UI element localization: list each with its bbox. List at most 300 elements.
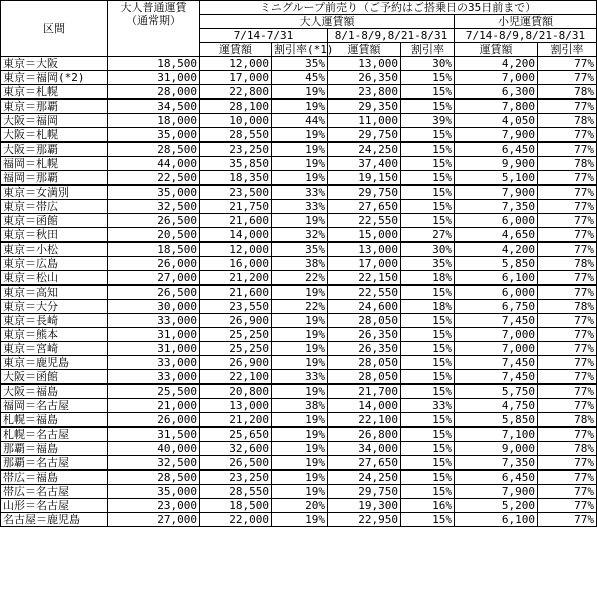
route-cell: 東京＝札幌 (1, 85, 108, 100)
regular-fare-cell: 27,000 (108, 271, 200, 286)
child-fare-cell: 6,450 (455, 470, 538, 485)
rate-period1-cell: 32% (272, 228, 328, 243)
route-cell: 那覇＝名古屋 (1, 456, 108, 471)
fare-period2-cell: 29,750 (328, 485, 401, 499)
fare-period1-cell: 10,000 (200, 114, 272, 128)
header-fare-amount-2: 運賃額 (328, 43, 401, 57)
rate-period2-cell: 15% (401, 470, 455, 485)
fare-period2-cell: 28,050 (328, 370, 401, 385)
child-fare-cell: 7,000 (455, 342, 538, 356)
regular-fare-cell: 40,000 (108, 442, 200, 456)
child-rate-cell: 77% (538, 370, 597, 385)
route-cell: 名古屋＝鹿児島 (1, 513, 108, 527)
route-cell: 東京＝福岡(*2) (1, 71, 108, 85)
child-fare-cell: 7,350 (455, 200, 538, 214)
rate-period2-cell: 16% (401, 499, 455, 513)
table-row (1, 71, 597, 85)
fare-period1-cell: 21,600 (200, 285, 272, 300)
rate-period2-cell: 15% (401, 370, 455, 385)
child-rate-cell: 77% (538, 171, 597, 186)
fare-period1-cell: 23,250 (200, 470, 272, 485)
route-cell: 那覇＝福島 (1, 442, 108, 456)
fare-period1-cell: 25,250 (200, 342, 272, 356)
table-row (1, 200, 597, 214)
child-fare-cell: 6,100 (455, 513, 538, 527)
header-discount-rate-1: 割引率(*1) (272, 43, 328, 57)
rate-period1-cell: 19% (272, 85, 328, 100)
child-rate-cell: 78% (538, 157, 597, 171)
fare-period1-cell: 12,000 (200, 242, 272, 257)
fare-period2-cell: 22,550 (328, 285, 401, 300)
table-row (1, 257, 597, 271)
fare-period1-cell: 25,650 (200, 427, 272, 442)
rate-period1-cell: 19% (272, 413, 328, 428)
rate-period1-cell: 22% (272, 271, 328, 286)
regular-fare-cell: 28,500 (108, 470, 200, 485)
child-rate-cell: 77% (538, 57, 597, 71)
header-period-2: 8/1-8/9,8/21-8/31 (328, 29, 455, 43)
fare-period1-cell: 20,800 (200, 384, 272, 399)
rate-period2-cell: 39% (401, 114, 455, 128)
fare-period1-cell: 28,550 (200, 485, 272, 499)
child-fare-cell: 7,100 (455, 427, 538, 442)
table-row (1, 228, 597, 243)
child-fare-cell: 4,650 (455, 228, 538, 243)
route-cell: 大阪＝函館 (1, 370, 108, 385)
rate-period1-cell: 19% (272, 342, 328, 356)
regular-fare-cell: 31,500 (108, 427, 200, 442)
fare-period2-cell: 13,000 (328, 242, 401, 257)
child-rate-cell: 77% (538, 128, 597, 143)
rate-period1-cell: 19% (272, 99, 328, 114)
rate-period1-cell: 38% (272, 257, 328, 271)
route-cell: 帯広＝名古屋 (1, 485, 108, 499)
rate-period2-cell: 15% (401, 71, 455, 85)
rate-period1-cell: 35% (272, 242, 328, 257)
table-row (1, 442, 597, 456)
route-cell: 大阪＝札幌 (1, 128, 108, 143)
fare-period1-cell: 22,000 (200, 513, 272, 527)
fare-period1-cell: 18,500 (200, 499, 272, 513)
fare-period1-cell: 22,100 (200, 370, 272, 385)
fare-period1-cell: 32,600 (200, 442, 272, 456)
child-rate-cell: 77% (538, 328, 597, 342)
rate-period1-cell: 19% (272, 142, 328, 157)
rate-period2-cell: 15% (401, 456, 455, 471)
regular-fare-cell: 33,000 (108, 356, 200, 370)
regular-fare-cell: 26,000 (108, 257, 200, 271)
rate-period2-cell: 15% (401, 99, 455, 114)
child-rate-cell: 78% (538, 114, 597, 128)
table-row (1, 85, 597, 100)
fare-period1-cell: 14,000 (200, 228, 272, 243)
route-cell: 東京＝松山 (1, 271, 108, 286)
fare-period1-cell: 21,750 (200, 200, 272, 214)
rate-period1-cell: 19% (272, 128, 328, 143)
child-fare-cell: 7,900 (455, 128, 538, 143)
rate-period2-cell: 15% (401, 200, 455, 214)
fare-period2-cell: 28,050 (328, 314, 401, 328)
table-row (1, 342, 597, 356)
child-fare-cell: 5,750 (455, 384, 538, 399)
rate-period2-cell: 15% (401, 442, 455, 456)
fare-period2-cell: 22,100 (328, 413, 401, 428)
fare-period1-cell: 26,900 (200, 356, 272, 370)
table-row (1, 356, 597, 370)
regular-fare-cell: 18,500 (108, 242, 200, 257)
fare-period2-cell: 29,350 (328, 99, 401, 114)
route-cell: 大阪＝那覇 (1, 142, 108, 157)
table-row (1, 185, 597, 200)
child-fare-cell: 7,450 (455, 356, 538, 370)
table-row (1, 413, 597, 428)
rate-period2-cell: 15% (401, 314, 455, 328)
rate-period1-cell: 38% (272, 399, 328, 413)
rate-period1-cell: 35% (272, 57, 328, 71)
child-rate-cell: 77% (538, 513, 597, 527)
regular-fare-cell: 23,000 (108, 499, 200, 513)
rate-period2-cell: 15% (401, 328, 455, 342)
table-row (1, 499, 597, 513)
child-rate-cell: 77% (538, 285, 597, 300)
rate-period1-cell: 44% (272, 114, 328, 128)
fare-period1-cell: 35,850 (200, 157, 272, 171)
rate-period1-cell: 22% (272, 300, 328, 314)
regular-fare-cell: 21,000 (108, 399, 200, 413)
table-row (1, 214, 597, 228)
rate-period2-cell: 15% (401, 171, 455, 186)
fare-period1-cell: 28,100 (200, 99, 272, 114)
table-row (1, 285, 597, 300)
header-fare-amount-1: 運賃額 (200, 43, 272, 57)
table-row (1, 171, 597, 186)
regular-fare-cell: 44,000 (108, 157, 200, 171)
rate-period2-cell: 15% (401, 157, 455, 171)
header-fare-amount-3: 運賃額 (455, 43, 538, 57)
header-discount-rate-3: 割引率 (538, 43, 597, 57)
child-rate-cell: 77% (538, 99, 597, 114)
table-row (1, 242, 597, 257)
child-fare-cell: 7,450 (455, 370, 538, 385)
child-fare-cell: 5,100 (455, 171, 538, 186)
fare-period2-cell: 13,000 (328, 57, 401, 71)
table-row (1, 370, 597, 385)
table-row (1, 485, 597, 499)
child-rate-cell: 78% (538, 413, 597, 428)
rate-period2-cell: 15% (401, 85, 455, 100)
route-cell: 東京＝秋田 (1, 228, 108, 243)
child-fare-cell: 7,900 (455, 185, 538, 200)
fare-period1-cell: 26,500 (200, 456, 272, 471)
header-mini-group: ミニグループ前売り（ご予約はご搭乗日の35日前まで） (200, 1, 597, 15)
fare-period2-cell: 19,150 (328, 171, 401, 186)
rate-period2-cell: 15% (401, 128, 455, 143)
table-row (1, 399, 597, 413)
rate-period1-cell: 19% (272, 285, 328, 300)
rate-period2-cell: 15% (401, 342, 455, 356)
regular-fare-cell: 30,000 (108, 300, 200, 314)
regular-fare-cell: 28,500 (108, 142, 200, 157)
regular-fare-cell: 31,000 (108, 71, 200, 85)
regular-fare-cell: 26,500 (108, 214, 200, 228)
table-row (1, 157, 597, 171)
rate-period1-cell: 19% (272, 214, 328, 228)
child-fare-cell: 7,000 (455, 71, 538, 85)
header-adult-regular-line1: 大人普通運賃 (120, 1, 187, 14)
table-row (1, 328, 597, 342)
table-row (1, 300, 597, 314)
fare-period2-cell: 24,250 (328, 470, 401, 485)
child-rate-cell: 77% (538, 470, 597, 485)
child-rate-cell: 77% (538, 399, 597, 413)
route-cell: 東京＝広島 (1, 257, 108, 271)
table-row (1, 427, 597, 442)
regular-fare-cell: 31,000 (108, 328, 200, 342)
table-row (1, 128, 597, 143)
child-fare-cell: 7,900 (455, 485, 538, 499)
child-fare-cell: 6,100 (455, 271, 538, 286)
regular-fare-cell: 18,500 (108, 57, 200, 71)
rate-period2-cell: 15% (401, 356, 455, 370)
child-rate-cell: 77% (538, 485, 597, 499)
child-fare-cell: 6,000 (455, 285, 538, 300)
regular-fare-cell: 20,500 (108, 228, 200, 243)
fare-period2-cell: 15,000 (328, 228, 401, 243)
fare-period1-cell: 18,350 (200, 171, 272, 186)
child-rate-cell: 77% (538, 200, 597, 214)
child-rate-cell: 77% (538, 456, 597, 471)
regular-fare-cell: 31,000 (108, 342, 200, 356)
child-fare-cell: 4,200 (455, 242, 538, 257)
child-rate-cell: 77% (538, 185, 597, 200)
route-cell: 札幌＝名古屋 (1, 427, 108, 442)
fare-period2-cell: 23,800 (328, 85, 401, 100)
route-cell: 帯広＝福島 (1, 470, 108, 485)
rate-period1-cell: 19% (272, 314, 328, 328)
child-rate-cell: 77% (538, 427, 597, 442)
child-rate-cell: 77% (538, 214, 597, 228)
route-cell: 東京＝宮崎 (1, 342, 108, 356)
regular-fare-cell: 32,500 (108, 456, 200, 471)
rate-period1-cell: 33% (272, 185, 328, 200)
fare-period1-cell: 17,000 (200, 71, 272, 85)
regular-fare-cell: 32,500 (108, 200, 200, 214)
table-row (1, 456, 597, 471)
fare-period2-cell: 29,750 (328, 128, 401, 143)
rate-period2-cell: 15% (401, 513, 455, 527)
table-row (1, 314, 597, 328)
route-cell: 福岡＝札幌 (1, 157, 108, 171)
rate-period2-cell: 15% (401, 485, 455, 499)
route-cell: 東京＝帯広 (1, 200, 108, 214)
header-child-fare: 小児運賃額 (455, 15, 597, 29)
regular-fare-cell: 35,000 (108, 128, 200, 143)
child-fare-cell: 4,050 (455, 114, 538, 128)
fare-period2-cell: 37,400 (328, 157, 401, 171)
rate-period1-cell: 20% (272, 499, 328, 513)
rate-period1-cell: 19% (272, 485, 328, 499)
fare-period1-cell: 21,200 (200, 271, 272, 286)
child-fare-cell: 6,750 (455, 300, 538, 314)
route-cell: 大阪＝福島 (1, 384, 108, 399)
fare-period2-cell: 26,800 (328, 427, 401, 442)
child-rate-cell: 77% (538, 314, 597, 328)
rate-period2-cell: 35% (401, 257, 455, 271)
rate-period1-cell: 19% (272, 442, 328, 456)
rate-period1-cell: 19% (272, 384, 328, 399)
rate-period1-cell: 19% (272, 356, 328, 370)
route-cell: 大阪＝福岡 (1, 114, 108, 128)
header-period-1: 7/14-7/31 (200, 29, 328, 43)
rate-period1-cell: 45% (272, 71, 328, 85)
child-fare-cell: 7,350 (455, 456, 538, 471)
child-rate-cell: 77% (538, 499, 597, 513)
fare-period2-cell: 22,950 (328, 513, 401, 527)
regular-fare-cell: 26,500 (108, 285, 200, 300)
child-fare-cell: 7,450 (455, 314, 538, 328)
fare-period2-cell: 24,250 (328, 142, 401, 157)
fare-period2-cell: 24,600 (328, 300, 401, 314)
regular-fare-cell: 35,000 (108, 185, 200, 200)
child-rate-cell: 77% (538, 342, 597, 356)
route-cell: 東京＝大阪 (1, 57, 108, 71)
fare-period2-cell: 21,700 (328, 384, 401, 399)
rate-period2-cell: 18% (401, 271, 455, 286)
fare-period2-cell: 17,000 (328, 257, 401, 271)
child-fare-cell: 7,000 (455, 328, 538, 342)
fare-period1-cell: 26,900 (200, 314, 272, 328)
rate-period2-cell: 30% (401, 57, 455, 71)
rate-period2-cell: 33% (401, 399, 455, 413)
route-cell: 東京＝小松 (1, 242, 108, 257)
table-row (1, 57, 597, 71)
fare-period1-cell: 21,600 (200, 214, 272, 228)
rate-period2-cell: 15% (401, 285, 455, 300)
regular-fare-cell: 34,500 (108, 99, 200, 114)
header-discount-rate-2: 割引率 (401, 43, 455, 57)
rate-period1-cell: 19% (272, 470, 328, 485)
child-fare-cell: 6,300 (455, 85, 538, 100)
header-route: 区間 (1, 1, 108, 57)
rate-period1-cell: 19% (272, 157, 328, 171)
route-cell: 東京＝函館 (1, 214, 108, 228)
route-cell: 福岡＝那覇 (1, 171, 108, 186)
fare-period2-cell: 34,000 (328, 442, 401, 456)
fare-table-header (1, 1, 597, 57)
route-cell: 東京＝鹿児島 (1, 356, 108, 370)
fare-period1-cell: 22,800 (200, 85, 272, 100)
header-period-3: 7/14-8/9,8/21-8/31 (455, 29, 597, 43)
fare-period1-cell: 21,200 (200, 413, 272, 428)
route-cell: 東京＝女満別 (1, 185, 108, 200)
fare-period2-cell: 19,300 (328, 499, 401, 513)
table-row (1, 271, 597, 286)
fare-period2-cell: 14,000 (328, 399, 401, 413)
rate-period1-cell: 19% (272, 456, 328, 471)
fare-period1-cell: 12,000 (200, 57, 272, 71)
child-rate-cell: 77% (538, 242, 597, 257)
fare-period1-cell: 23,500 (200, 185, 272, 200)
child-fare-cell: 6,450 (455, 142, 538, 157)
fare-period2-cell: 26,350 (328, 71, 401, 85)
fare-period1-cell: 28,550 (200, 128, 272, 143)
fare-period1-cell: 25,250 (200, 328, 272, 342)
route-cell: 東京＝長崎 (1, 314, 108, 328)
rate-period1-cell: 19% (272, 427, 328, 442)
rate-period2-cell: 15% (401, 142, 455, 157)
fare-period2-cell: 22,550 (328, 214, 401, 228)
route-cell: 東京＝高知 (1, 285, 108, 300)
rate-period2-cell: 30% (401, 242, 455, 257)
route-cell: 東京＝熊本 (1, 328, 108, 342)
fare-period1-cell: 13,000 (200, 399, 272, 413)
child-rate-cell: 77% (538, 71, 597, 85)
regular-fare-cell: 27,000 (108, 513, 200, 527)
route-cell: 札幌＝福島 (1, 413, 108, 428)
regular-fare-cell: 33,000 (108, 314, 200, 328)
route-cell: 東京＝那覇 (1, 99, 108, 114)
child-rate-cell: 78% (538, 300, 597, 314)
header-adult-fare: 大人運賃額 (200, 15, 455, 29)
fare-period2-cell: 29,750 (328, 185, 401, 200)
child-rate-cell: 77% (538, 271, 597, 286)
table-row (1, 114, 597, 128)
table-row (1, 99, 597, 114)
child-fare-cell: 5,200 (455, 499, 538, 513)
route-cell: 福岡＝名古屋 (1, 399, 108, 413)
child-rate-cell: 77% (538, 356, 597, 370)
fare-table-body (1, 57, 597, 527)
rate-period1-cell: 19% (272, 328, 328, 342)
header-adult-regular (108, 1, 200, 57)
child-fare-cell: 7,800 (455, 99, 538, 114)
rate-period2-cell: 15% (401, 214, 455, 228)
child-rate-cell: 77% (538, 384, 597, 399)
child-fare-cell: 4,750 (455, 399, 538, 413)
fare-period2-cell: 11,000 (328, 114, 401, 128)
child-rate-cell: 77% (538, 228, 597, 243)
regular-fare-cell: 25,500 (108, 384, 200, 399)
regular-fare-cell: 33,000 (108, 370, 200, 385)
child-fare-cell: 6,000 (455, 214, 538, 228)
rate-period2-cell: 18% (401, 300, 455, 314)
route-cell: 山形＝名古屋 (1, 499, 108, 513)
fare-period2-cell: 27,650 (328, 456, 401, 471)
fare-period2-cell: 27,650 (328, 200, 401, 214)
rate-period2-cell: 15% (401, 384, 455, 399)
table-row (1, 142, 597, 157)
fare-period2-cell: 26,350 (328, 342, 401, 356)
table-row (1, 384, 597, 399)
child-fare-cell: 5,850 (455, 257, 538, 271)
regular-fare-cell: 18,000 (108, 114, 200, 128)
child-fare-cell: 5,850 (455, 413, 538, 428)
child-fare-cell: 9,900 (455, 157, 538, 171)
header-adult-regular-line2: （通常期） (126, 14, 181, 27)
rate-period1-cell: 19% (272, 171, 328, 186)
fare-period2-cell: 26,350 (328, 328, 401, 342)
fare-period1-cell: 16,000 (200, 257, 272, 271)
table-row (1, 513, 597, 527)
regular-fare-cell: 26,000 (108, 413, 200, 428)
route-cell: 東京＝大分 (1, 300, 108, 314)
rate-period2-cell: 15% (401, 427, 455, 442)
rate-period1-cell: 19% (272, 513, 328, 527)
regular-fare-cell: 28,000 (108, 85, 200, 100)
rate-period2-cell: 27% (401, 228, 455, 243)
regular-fare-cell: 22,500 (108, 171, 200, 186)
child-rate-cell: 77% (538, 142, 597, 157)
